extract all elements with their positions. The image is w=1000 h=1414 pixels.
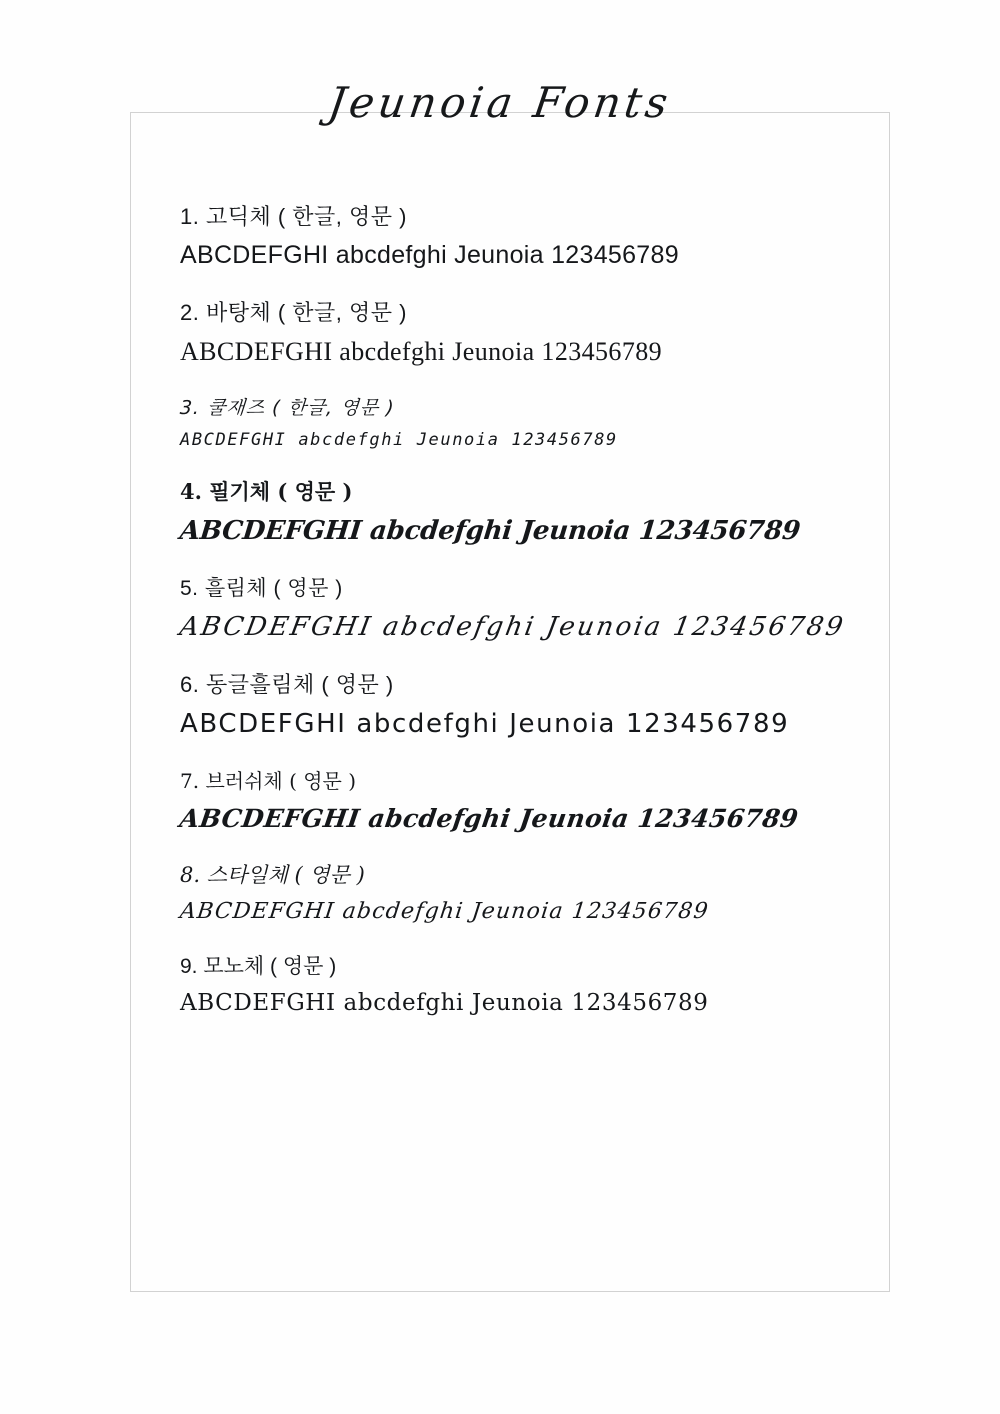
font-sample-text: ABCDEFGHI abcdefghi Jeunoia 123456789 <box>178 516 802 546</box>
font-sample-list <box>177 200 880 1042</box>
font-sample-text: ABCDEFGHI abcdefghi Jeunoia 123456789 <box>180 241 679 269</box>
list-item <box>177 765 880 833</box>
font-sample-text: ABCDEFGHI abcdefghi Jeunoia 123456789 <box>178 899 711 924</box>
font-sample-text: ABCDEFGHI abcdefghi Jeunoia 123456789 <box>180 990 709 1016</box>
font-sample-label: 2. 바탕체 ( 한글, 영문 ) <box>180 300 407 325</box>
font-sample-label: 9. 모노체 ( 영문 ) <box>180 955 337 978</box>
list-item <box>180 296 880 367</box>
list-item <box>180 950 880 1016</box>
font-sample-label: 4. 필기체 ( 영문 ) <box>180 479 353 504</box>
font-sample-text: ABCDEFGHI abcdefghi Jeunoia 123456789 <box>180 430 618 450</box>
page-title: Jeunoia Fonts <box>325 78 675 127</box>
font-sample-text: ABCDEFGHI abcdefghi Jeunoia 123456789 <box>180 337 663 366</box>
font-sample-label: 8. 스타일체 ( 영문 ) <box>180 863 365 887</box>
font-sample-label: 5. 흘림체 ( 영문 ) <box>180 577 343 600</box>
list-item <box>180 476 880 546</box>
list-item <box>180 859 880 924</box>
list-item <box>180 668 880 739</box>
list-item <box>177 572 880 642</box>
font-sample-text: ABCDEFGHI abcdefghi Jeunoia 123456789 <box>180 709 790 739</box>
list-item <box>180 393 880 450</box>
font-sample-text: ABCDEFGHI abcdefghi Jeunoia 123456789 <box>177 804 801 833</box>
font-sample-label: 7. 브러쉬체 ( 영문 ) <box>180 769 357 793</box>
font-sample-text: ABCDEFGHI abcdefghi Jeunoia 123456789 <box>177 612 848 642</box>
font-sample-label: 1. 고딕체 ( 한글, 영문 ) <box>180 204 407 229</box>
font-sample-label: 6. 동글흘림체 ( 영문 ) <box>180 672 394 697</box>
list-item <box>180 200 880 270</box>
font-sample-label: 3. 쿨재즈 ( 한글, 영문 ) <box>179 397 396 419</box>
